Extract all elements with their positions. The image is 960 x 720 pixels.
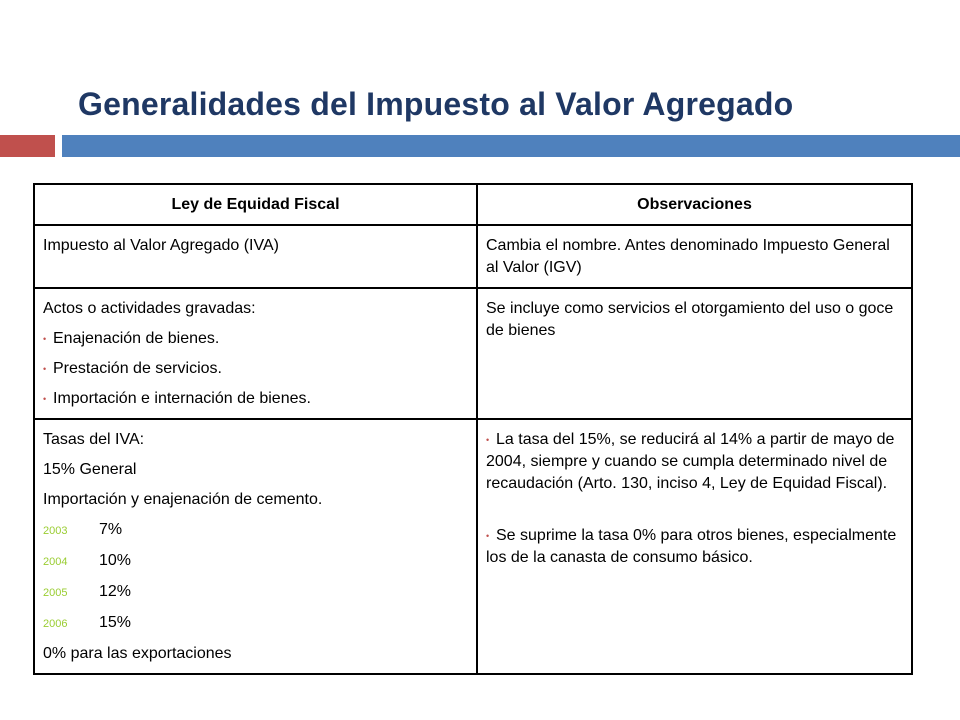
cell-iva-name: Impuesto al Valor Agregado (IVA) [34,225,477,288]
rate-value: 7% [99,521,123,538]
cell-rates [34,419,477,674]
rates-cement: Importación y enajenación de cemento. [43,491,323,508]
bullet-icon: • [43,333,47,344]
accent-bar-red [0,135,55,157]
table-header-row [34,184,912,225]
rate-year: 2005 [43,587,68,599]
bullet-icon: • [486,434,490,445]
rates-heading: Tasas del IVA: [43,431,145,448]
rate-entry [43,612,468,635]
list-item: • Importación e internación de bienes. [43,390,311,407]
activities-heading: Actos o actividades gravadas: [43,300,256,317]
rate-year: 2006 [43,618,68,630]
slide-title: Generalidades del Impuesto al Valor Agregado [78,86,794,122]
rate-entry [43,519,468,542]
list-item: • Enajenación de bienes. [43,330,220,347]
rates-general: 15% General [43,461,137,478]
rate-value: 10% [99,552,132,569]
table-row [34,419,912,674]
list-item: • Prestación de servicios. [43,360,222,377]
rate-entry [43,550,468,573]
rate-value: 12% [99,583,132,600]
rate-value: 15% [99,614,132,631]
rate-year: 2004 [43,556,68,568]
comparison-table [33,183,913,675]
accent-bar-blue [62,135,960,157]
table-row [34,225,912,288]
cell-rates-observation [477,419,912,674]
cell-activities-observation: Se incluye como servicios el otorgamiento del uso o goce de bienes [477,288,912,419]
list-item: • Se suprime la tasa 0% para otros bienes, especialmente los de la canasta de consumo básico. [486,527,897,566]
rate-year: 2003 [43,525,68,537]
rates-exports: 0% para las exportaciones [43,645,232,662]
cell-activities [34,288,477,419]
column-header-ley: Ley de Equidad Fiscal [34,184,477,225]
bullet-icon: • [43,393,47,404]
table-row [34,288,912,419]
bullet-icon: • [43,363,47,374]
column-header-observaciones: Observaciones [477,184,912,225]
bullet-icon: • [486,530,490,541]
list-item: • La tasa del 15%, se reducirá al 14% a partir de mayo de 2004, siempre y cuando se cumpla determinado nivel de recaudación (Arto. 130, inciso 4, Ley de Equidad Fiscal). [486,431,895,492]
rate-entry [43,581,468,604]
cell-iva-observation: Cambia el nombre. Antes denominado Impuesto General al Valor (IGV) [477,225,912,288]
